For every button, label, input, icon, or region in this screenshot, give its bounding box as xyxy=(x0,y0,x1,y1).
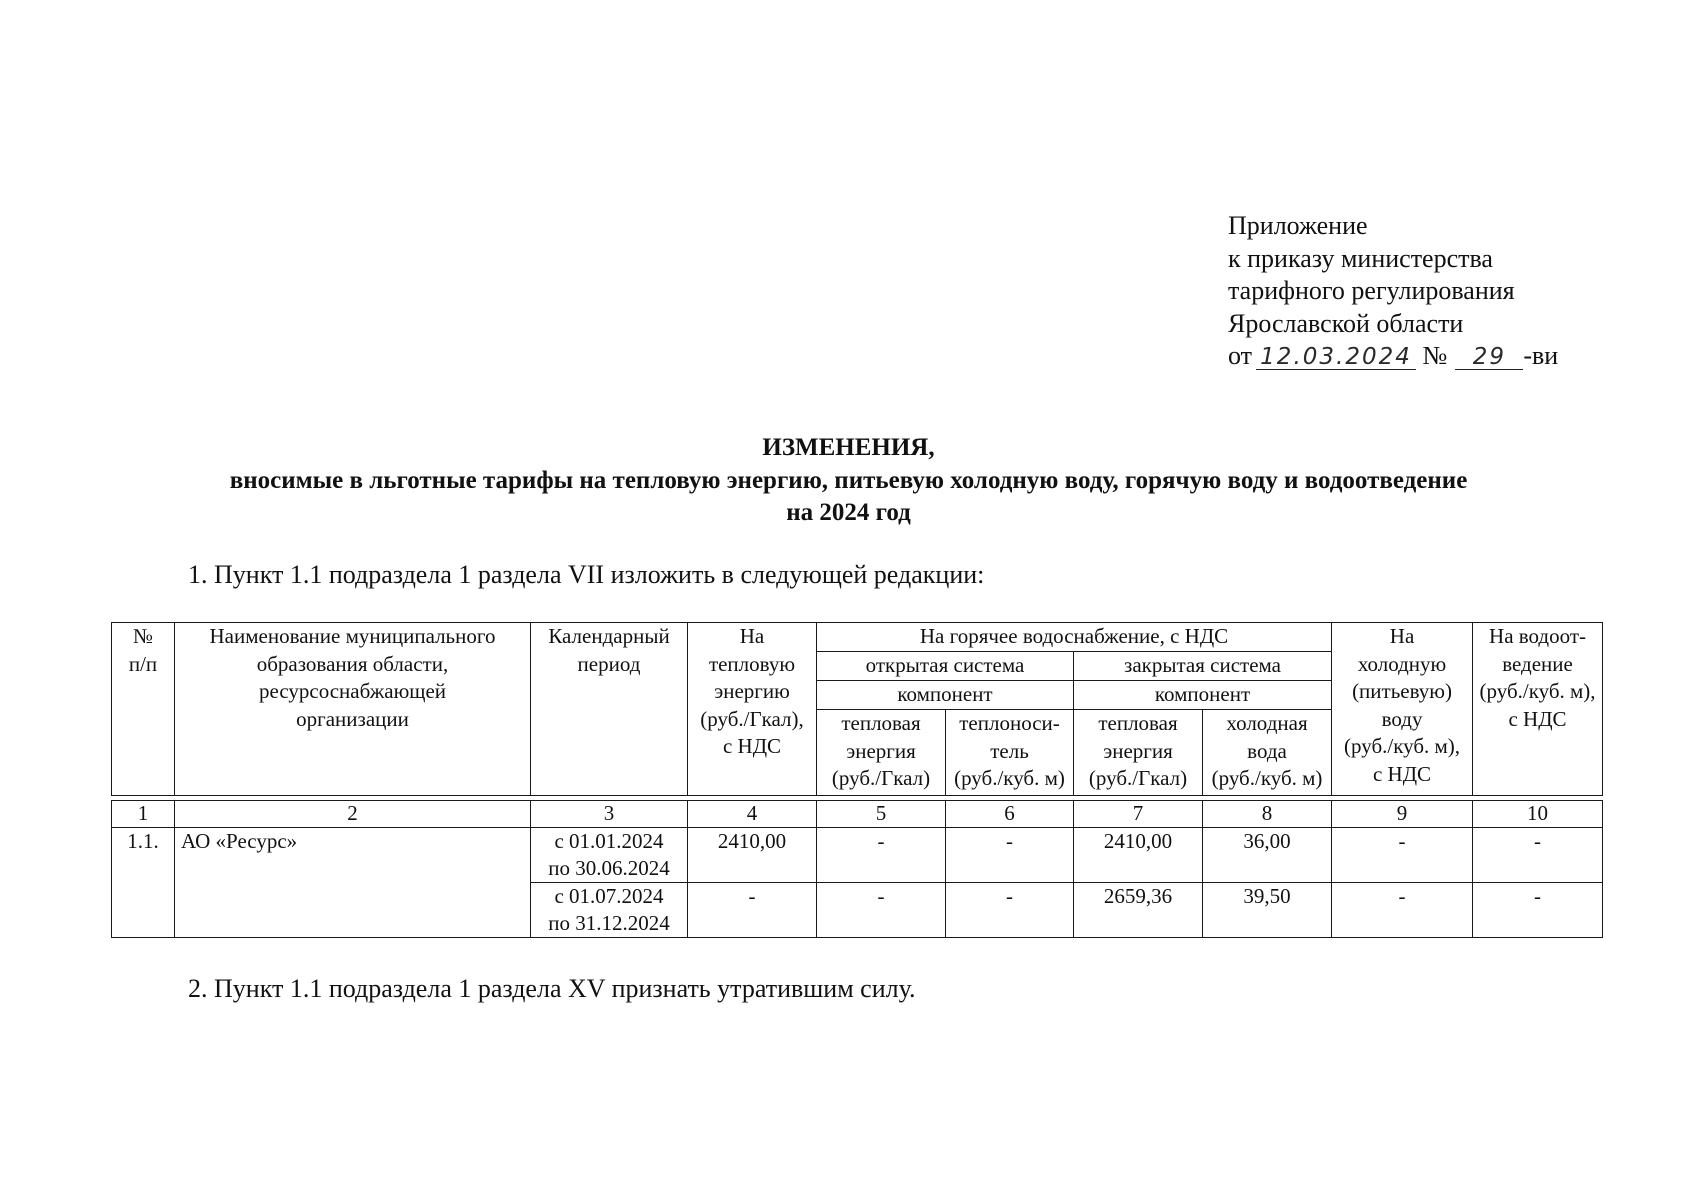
number-sign: № xyxy=(1422,341,1448,370)
row-number: 1.1. xyxy=(112,828,175,938)
document-subtitle-year: на 2024 год xyxy=(786,499,911,526)
header-sewage: На водоот- ведение (руб./куб. м), с НДС xyxy=(1473,623,1603,796)
appendix-date-line xyxy=(1228,340,1558,373)
value-cold-water: - xyxy=(1332,828,1473,883)
value-closed-heat: 2659,36 xyxy=(1074,883,1203,938)
column-number-row xyxy=(112,801,1603,828)
appendix-line-1: Приложение xyxy=(1228,211,1368,240)
value-heat: 2410,00 xyxy=(688,828,817,883)
number-suffix: -ви xyxy=(1523,341,1559,370)
column-number: 7 xyxy=(1074,801,1203,828)
paragraph-2: 2. Пункт 1.1 подраздела 1 раздела XV признать утратившим силу. xyxy=(188,974,916,1003)
column-number: 8 xyxy=(1203,801,1332,828)
value-open-carrier: - xyxy=(946,828,1074,883)
header-cold-water: На холодную (питьевую) воду (руб./куб. м), с НДС xyxy=(1332,623,1473,796)
value-closed-cold: 39,50 xyxy=(1203,883,1332,938)
order-date: 12.03.2024 xyxy=(1256,345,1416,370)
appendix-line-3: тарифного регулирования xyxy=(1228,276,1515,305)
value-open-heat: - xyxy=(817,883,946,938)
appendix-line-4: Ярославской области xyxy=(1228,308,1464,338)
column-number: 3 xyxy=(531,801,688,828)
header-hot-water: На горячее водоснабжение, с НДС xyxy=(817,623,1332,652)
tariff-table xyxy=(111,622,1603,938)
column-number: 5 xyxy=(817,801,946,828)
header-component-open: компонент xyxy=(817,681,1074,710)
period-cell: с 01.07.2024 по 31.12.2024 xyxy=(531,883,688,938)
column-number: 2 xyxy=(175,801,531,828)
value-open-heat: - xyxy=(817,828,946,883)
organization-name: АО «Ресурс» xyxy=(175,828,531,938)
value-sewage: - xyxy=(1473,828,1603,883)
order-number: 29 xyxy=(1455,345,1523,370)
paragraph-1: 1. Пункт 1.1 подраздела 1 раздела VII изложить в следующей редакции: xyxy=(188,560,985,589)
column-number: 6 xyxy=(946,801,1074,828)
value-heat: - xyxy=(688,883,817,938)
document-subtitle: вносимые в льготные тарифы на тепловую энергию, питьевую холодную воду, горячую воду и водоотведение xyxy=(229,467,1468,494)
value-cold-water: - xyxy=(1332,883,1473,938)
header-open-system: открытая система xyxy=(817,652,1074,681)
value-sewage: - xyxy=(1473,883,1603,938)
value-closed-cold: 36,00 xyxy=(1203,828,1332,883)
header-open-heat: тепловая энергия (руб./Гкал) xyxy=(817,710,946,796)
header-num: № п/п xyxy=(112,623,175,796)
header-closed-cold: холодная вода (руб./куб. м) xyxy=(1203,710,1332,796)
header-component-closed: компонент xyxy=(1074,681,1332,710)
header-name: Наименование муниципального образования области, ресурсоснабжающей организации xyxy=(175,623,531,796)
column-number: 1 xyxy=(112,801,175,828)
header-open-carrier: теплоноси- тель (руб./куб. м) xyxy=(946,710,1074,796)
column-number: 10 xyxy=(1473,801,1603,828)
header-closed-system: закрытая система xyxy=(1074,652,1332,681)
header-period: Календарный период xyxy=(531,623,688,796)
value-open-carrier: - xyxy=(946,883,1074,938)
document-title: ИЗМЕНЕНИЯ, xyxy=(762,434,935,461)
period-cell: с 01.01.2024 по 30.06.2024 xyxy=(531,828,688,883)
value-closed-heat: 2410,00 xyxy=(1074,828,1203,883)
column-number: 4 xyxy=(688,801,817,828)
table-row xyxy=(112,828,1603,883)
appendix-line-2: к приказу министерства xyxy=(1228,243,1493,273)
header-heat: На тепловую энергию (руб./Гкал), с НДС xyxy=(688,623,817,796)
date-prefix: от xyxy=(1228,341,1253,370)
column-number: 9 xyxy=(1332,801,1473,828)
header-closed-heat: тепловая энергия (руб./Гкал) xyxy=(1074,710,1203,796)
appendix-block xyxy=(1228,210,1558,373)
